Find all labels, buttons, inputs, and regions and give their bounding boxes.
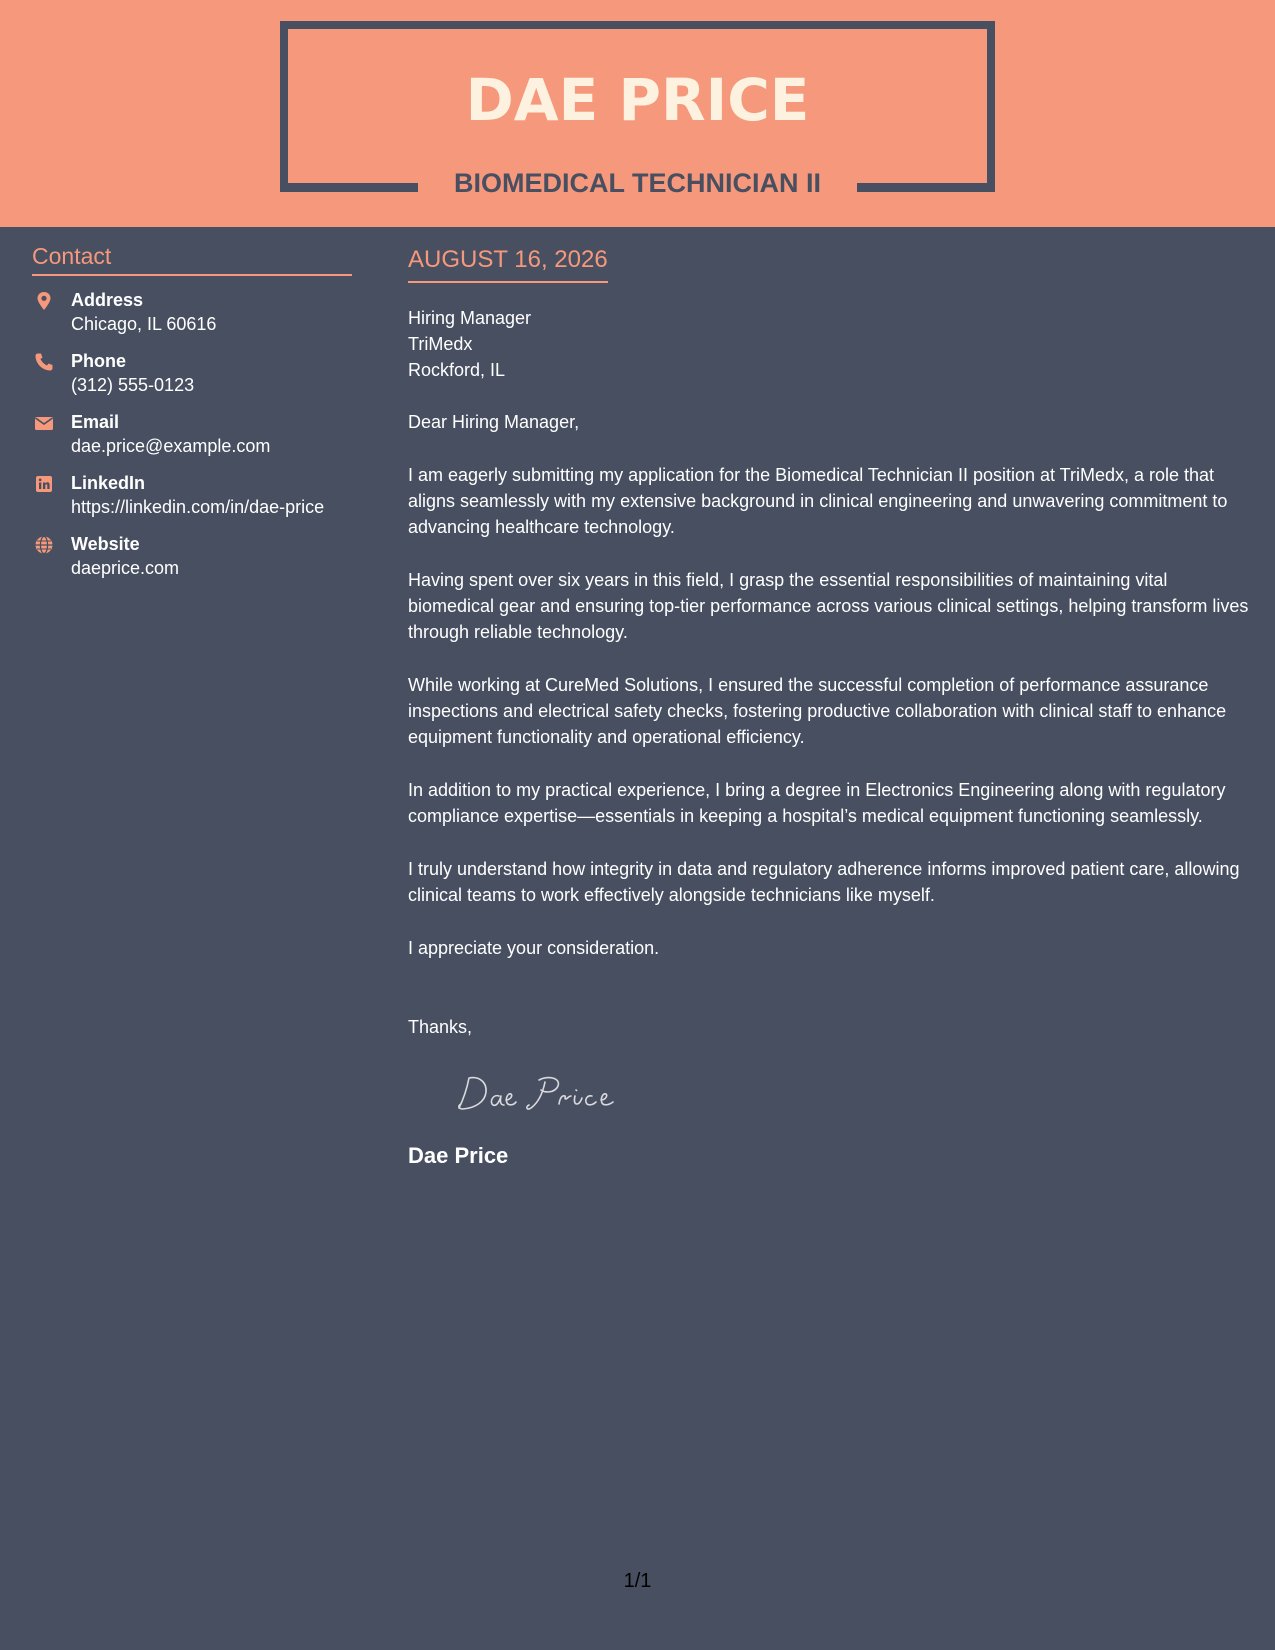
header-banner (0, 0, 1275, 227)
map-pin-icon (34, 291, 54, 311)
contact-item-website (32, 532, 352, 580)
contact-value[interactable]: daeprice.com (71, 558, 180, 578)
contact-label: Email (71, 412, 120, 432)
letter-paragraph: While working at CureMed Solutions, I ensured the successful completion of performance assurance inspections and electrical safety checks, fostering productive collaboration with clinical staff to enhance equipment functionality and operational efficiency. (408, 675, 1227, 747)
letter-paragraph: I truly understand how integrity in data and regulatory adherence informs improved patient care, allowing clinical teams to work effectively alongside technicians like myself. (408, 859, 1240, 905)
closing: Thanks, (408, 1017, 473, 1037)
contact-label: Phone (71, 351, 127, 371)
contact-item-linkedin (32, 471, 352, 519)
phone-icon (34, 352, 54, 372)
contact-value: (312) 555-0123 (71, 375, 195, 395)
job-title: BIOMEDICAL TECHNICIAN II (453, 168, 821, 198)
letter-paragraph: I appreciate your consideration. (408, 938, 660, 958)
candidate-name: DAE PRICE (465, 66, 810, 134)
recipient-line: TriMedx (408, 334, 473, 354)
recipient-line: Rockford, IL (408, 360, 506, 380)
signature-image (453, 1070, 633, 1120)
contact-item-phone (32, 349, 352, 397)
letter-body (408, 244, 1253, 1170)
linkedin-icon (34, 474, 54, 494)
header-frame-top (280, 21, 995, 29)
globe-icon (34, 535, 54, 555)
letter-paragraph: I am eagerly submitting my application for the Biomedical Technician II position at TriMedx, a role that aligns seamlessly with my extensive background in clinical engineering and unwavering commitment to advancing healthcare technology. (408, 465, 1228, 537)
salutation: Dear Hiring Manager, (408, 412, 580, 432)
envelope-icon (34, 413, 54, 433)
letter-date: AUGUST 16, 2026 (408, 244, 608, 283)
handwritten-signature (453, 1070, 1253, 1120)
signer-name: Dae Price (408, 1143, 509, 1168)
letter-paragraph: Having spent over six years in this field, I grasp the essential responsibilities of maintaining vital biomedical gear and ensuring top-tier performance across various clinical settings, helping transform lives through reliable technology. (408, 570, 1249, 642)
contact-value: Chicago, IL 60616 (71, 314, 217, 334)
contact-value[interactable]: https://linkedin.com/in/dae-price (71, 497, 325, 517)
contact-heading: Contact (32, 240, 352, 276)
contact-sidebar (32, 240, 352, 593)
page-number: 1/1 (623, 1570, 652, 1592)
recipient-block (408, 305, 1253, 383)
letter-paragraph: In addition to my practical experience, I bring a degree in Electronics Engineering along with regulatory compliance expertise—essentials in keeping a hospital’s medical equipment functioning seamlessly. (408, 780, 1226, 826)
contact-label: LinkedIn (71, 473, 146, 493)
contact-label: Website (71, 534, 140, 554)
contact-value: dae.price@example.com (71, 436, 271, 456)
contact-label: Address (71, 290, 144, 310)
contact-item-email (32, 410, 352, 458)
contact-item-address (32, 288, 352, 336)
recipient-line: Hiring Manager (408, 308, 532, 328)
